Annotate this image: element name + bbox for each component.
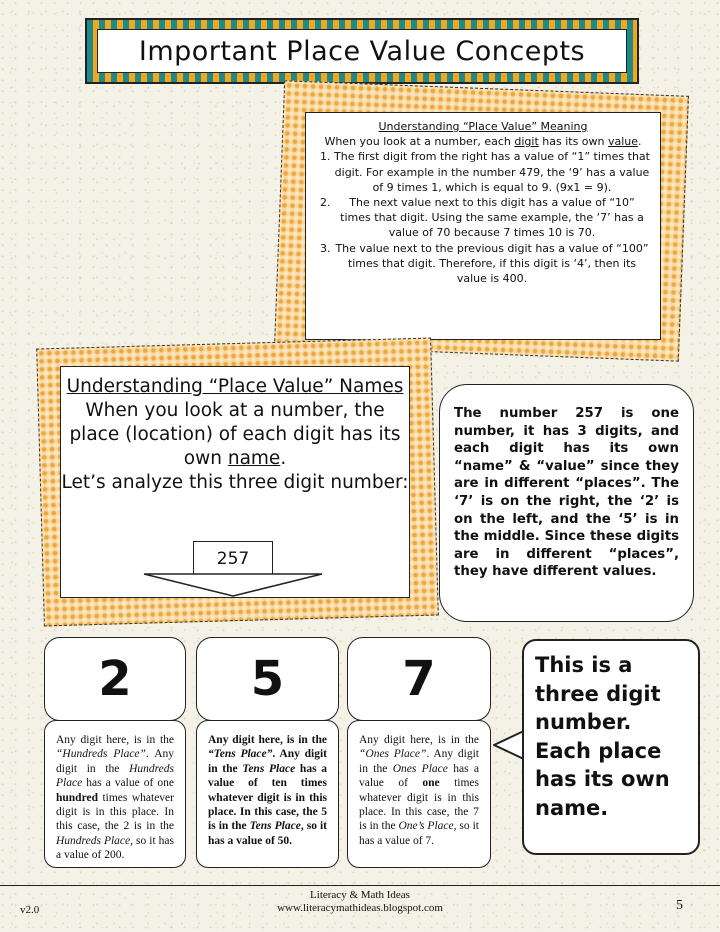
tens-description: Any digit here, is in the “Tens Place”. Any digit in the Tens Place has a value of ten times whatever digit is in this place. In this case, the 5 is in the Tens Place, so it has a value of 50. — [196, 720, 339, 868]
footer-site-name: Literacy & Math Ideas — [310, 889, 410, 901]
arrow-down-icon — [143, 573, 323, 597]
footer-url: www.literacymathideas.blogspot.com — [277, 902, 443, 914]
meaning-list — [316, 149, 650, 286]
meaning-point-2: 2. The next value next to this digit has a value of “10” times that digit. Using the same example, the ‘7’ has a value of 70 because 7 times 10 is 70. — [334, 195, 650, 241]
footer-credit — [200, 889, 520, 915]
meaning-point-3: 3. The value next to the previous digit has a value of “100” times that digit. Therefore, if this digit is ‘4’, then its value is 400. — [334, 241, 650, 287]
footer-divider — [0, 885, 720, 886]
analysis-bubble: The number 257 is one number, it has 3 digits, and each digit has its own “name” & “value” since they are in different “places”. The ‘7’ is on the right, the ‘2’ is on the left, and the ‘5’ is in the middle. Since these digits are in different “places”, they have different values. — [439, 384, 694, 622]
ones-description: Any digit here, is in the “Ones Place”. Any digit in the Ones Place has a value of one times whatever digit is in this place. In this case, the 7 is in the One’s Place, so it has a value of 7. — [347, 720, 491, 868]
place-value-meaning-box — [305, 112, 661, 340]
names-analyze: Let’s analyze this three digit number: — [61, 472, 409, 493]
digit-card-ones: 7 — [347, 637, 491, 721]
example-number: 257 — [193, 541, 273, 577]
digit-card-hundreds: 2 — [44, 637, 186, 721]
page-number: 5 — [676, 898, 683, 913]
names-heading: Understanding “Place Value” Names — [66, 376, 404, 397]
page-title: Important Place Value Concepts — [97, 29, 627, 73]
meaning-intro: When you look at a number, each digit has its own value. — [324, 135, 642, 149]
meaning-point-1: 1. The first digit from the right has a value of “1” times that digit. For example in the number 479, the ‘9’ has a value of 9 times 1, which is equal to 9. (9x1 = 9). — [334, 149, 650, 195]
title-banner — [85, 18, 639, 84]
hundreds-description: Any digit here, is in the “Hundreds Place”. Any digit in the Hundreds Place has a value of one hundred times whatever digit is in this place. In this case, the 2 is in the Hundreds Place, so it has a value of 200. — [44, 720, 186, 868]
names-text: When you look at a number, the place (location) of each digit has its own name. — [69, 400, 401, 469]
meaning-heading: Understanding “Place Value” Meaning — [378, 120, 588, 133]
digit-card-tens: 5 — [196, 637, 339, 721]
version-label: v2.0 — [20, 904, 40, 916]
place-bubble: This is a three digit number. Each place has its own name. — [522, 639, 700, 855]
